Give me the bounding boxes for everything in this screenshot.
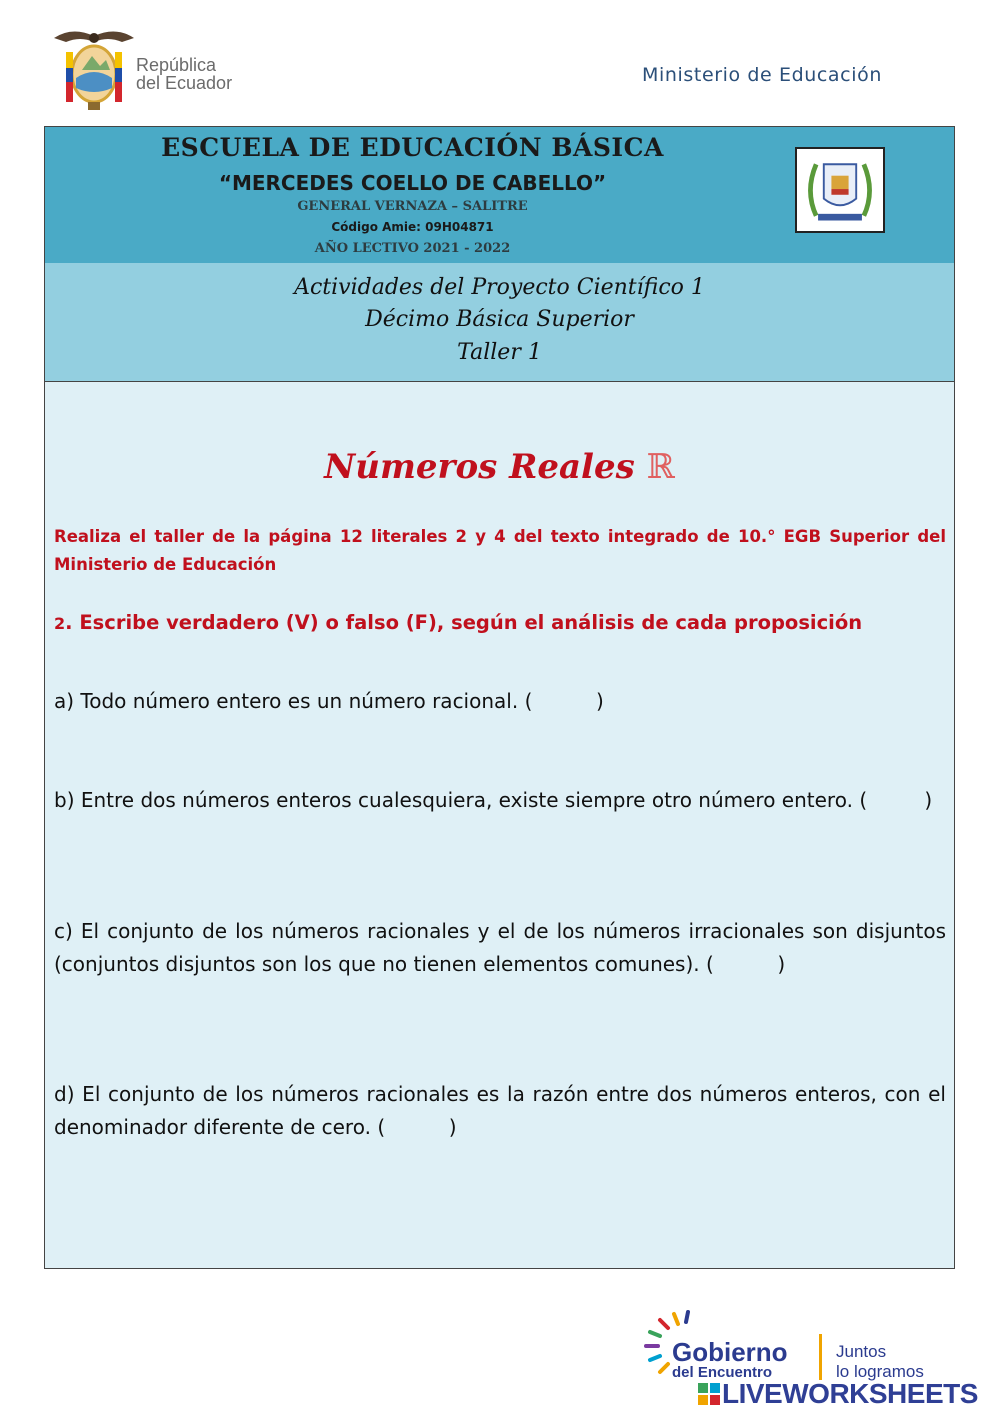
answer-blank[interactable]: ( ) xyxy=(377,1115,457,1139)
slogan-line-1: Juntos xyxy=(836,1342,887,1361)
answer-blank[interactable]: ( ) xyxy=(524,689,604,713)
activity-title: Actividades del Proyecto Científico 1 xyxy=(294,275,705,300)
school-year: AÑO LECTIVO 2021 - 2022 xyxy=(314,241,511,256)
question-number: 2 xyxy=(54,614,66,633)
answer-blank[interactable]: ( ) xyxy=(859,788,933,812)
answer-blank[interactable]: ( ) xyxy=(705,952,786,976)
statement-text: a) Todo número entero es un número racional. xyxy=(54,689,519,713)
school-amie-code: Código Amie: 09H04871 xyxy=(331,220,494,234)
real-numbers-symbol: ℝ xyxy=(646,447,675,487)
activity-banner xyxy=(45,263,954,382)
live-badge-icon xyxy=(698,1383,720,1405)
statement-d xyxy=(54,1078,946,1144)
school-banner xyxy=(45,127,954,263)
statement-a xyxy=(54,685,946,718)
activity-grade: Décimo Básica Superior xyxy=(365,307,634,332)
instructions-text: Realiza el taller de la página 12 literales 2 y 4 del texto integrado de 10.° EGB Superior del Ministerio de Educación xyxy=(54,527,946,574)
school-crest-icon xyxy=(795,147,885,233)
ministry-name: Ministerio de Educación xyxy=(642,64,882,86)
slogan-line-2: lo logramos xyxy=(836,1362,924,1381)
question-text: . Escribe verdadero (V) o falso (F), según el análisis de cada proposición xyxy=(65,611,863,634)
activity-workshop: Taller 1 xyxy=(457,340,542,365)
statement-text: b) Entre dos números enteros cualesquiera, existe siempre otro número entero. xyxy=(54,788,853,812)
topic-title: Números Reales xyxy=(324,447,635,487)
worksheet-frame xyxy=(44,126,955,1269)
liveworksheets-logo-text[interactable]: LIVEWORKSHEETS xyxy=(722,1378,978,1409)
school-title: ESCUELA DE EDUCACIÓN BÁSICA xyxy=(161,133,664,162)
country-name: República del Ecuador xyxy=(136,55,233,93)
school-name: “MERCEDES COELLO DE CABELLO” xyxy=(218,171,607,195)
question-heading xyxy=(54,611,862,634)
statement-text: d) El conjunto de los números racionales es la razón entre dos números enteros, con el denominador diferente de cero. xyxy=(54,1082,946,1139)
school-location: GENERAL VERNAZA – SALITRE xyxy=(297,199,528,214)
topic-heading xyxy=(45,447,954,487)
ecuador-coat-of-arms-icon xyxy=(52,26,136,114)
statement-b xyxy=(54,784,946,817)
gobierno-subtitle: del Encuentro xyxy=(672,1364,773,1381)
footer-divider xyxy=(819,1334,822,1380)
statement-c xyxy=(54,915,946,981)
gobierno-title: Gobierno xyxy=(672,1337,788,1367)
statement-text: c) El conjunto de los números racionales y el de los números irracionales son disjuntos (conjuntos disjuntos son los que no tienen elementos comunes). xyxy=(54,919,946,976)
